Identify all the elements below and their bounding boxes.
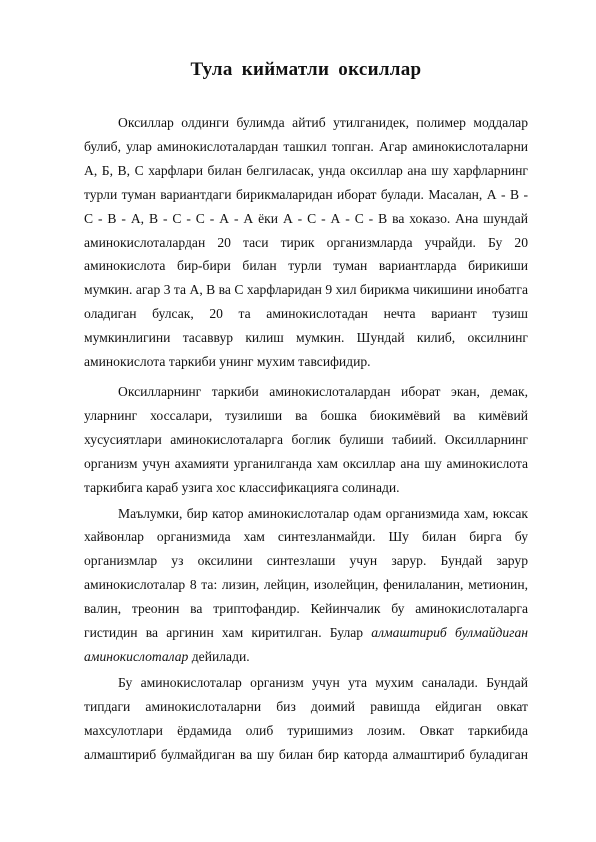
paragraph-3-text-after: дейилади.: [188, 648, 250, 664]
paragraph-3-italic-term: алмаштириб булмайдиган аминокислоталар: [84, 625, 528, 664]
paragraph-1: Оксиллар олдинги булимда айтиб утилганидек, полимер моддалар булиб, улар аминокислоталардан ташкил топган. Агар аминокислоталарни А, Б, В, С харфлари билан белгиласак, унда оксиллар ана шу харфларнинг турли туман вариантдаги бирикмаларидан иборат булади. Масалан, А - В - С - В - А, В - С - С - А - А ёки А - С - А - С - В ва хоказо. Ана шундай аминокислоталардан 20 таси тирик организмларда учрайди. Бу 20 аминокислота бир-бири билан турли туман вариантларда бирикиши мумкин. агар 3 та А, В ва С харфларидан 9 хил бирикма чикишини инобатга оладиган булсак, 20 та аминокислотадан нечта вариант тузиш мумкинлигини тасаввур килиш мумкин. Шундай килиб, оксилнинг аминокислота таркиби унинг мухим тавсифидир.: [84, 115, 528, 370]
paragraph-3: [84, 502, 528, 669]
document-page: [84, 58, 528, 768]
page-title: Тула кийматли оксиллар: [190, 59, 422, 80]
paragraph-4: Бу аминокислоталар организм учун ута мухим саналади. Бундай типдаги аминокислоталарни биз доимий равишда ейдиган овкат махсулотлари ёрдамида олиб туришимиз лозим. Овкат таркибида алмаштириб булмайдиган ва шу билан бир каторда алмаштириб буладиган: [84, 674, 528, 762]
paragraph-2: Оксилларнинг таркиби аминокислоталардан иборат экан, демак, уларнинг хоссалари, тузилиши ва бошка биокимёвий ва кимёвий хусусиятлари аминокислоталарга боглик булиши табиий. Оксилларнинг организм учун ахамияти урганилганда хам оксиллар ана шу аминокислота таркибига караб узига хос классификацияга солинади.: [84, 383, 528, 495]
paragraph-3-text-before: Маълумки, бир катор аминокислоталар одам организмида хам, юксак хайвонлар организмида хам синтезланмайди. Шу билан бирга бу организмлар уз оксилини синтезлаши учун зарур. Бундай зарур аминокислоталар 8 та: лизин, лейцин, изолейцин, фенилаланин, метионин, валин, треонин ва триптофандир. Кейинчалик бу аминокислоталарга гистидин ва аргинин хам киритилган. Булар: [84, 505, 528, 641]
